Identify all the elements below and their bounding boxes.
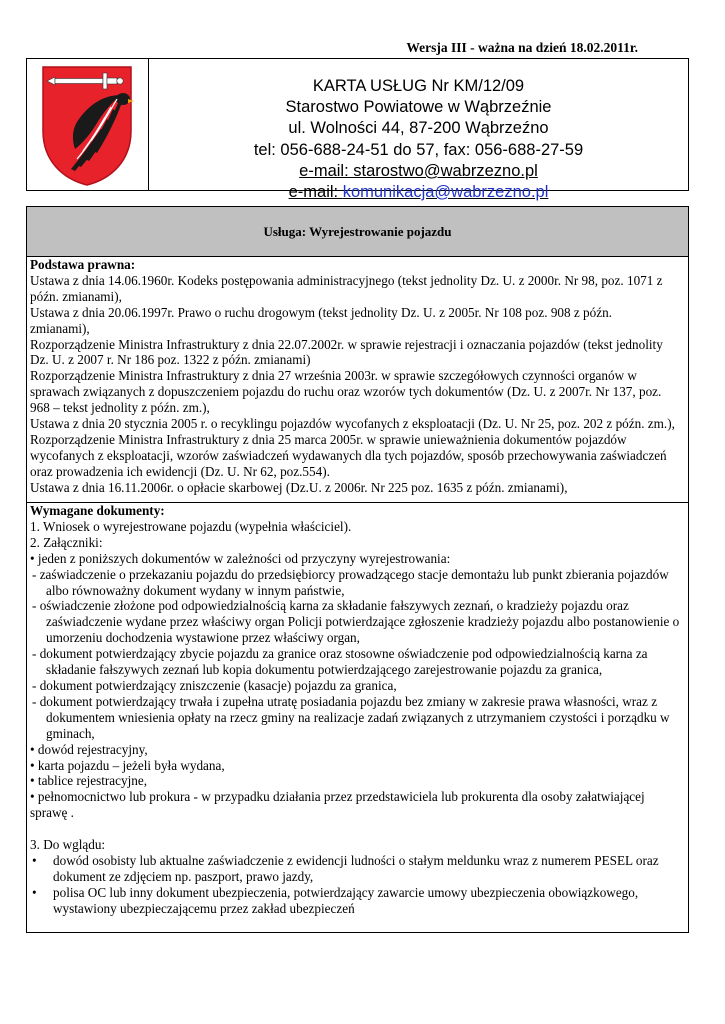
legal-line: Ustawa z dnia 20.06.1997r. Prawo o ruchu drogowym (tekst jednolity Dz. U. z 2005r. Nr 108 poz. 908 z późn. [30, 304, 612, 320]
legal-line: Dz. U. z 2007 r. Nr 186 poz. 1322 z późn. zmianami) [30, 352, 311, 368]
spacer [30, 821, 685, 837]
bullet-item: • karta pojazdu – jeżeli była wydana, [30, 757, 225, 773]
doc-item-attachments: 2. Załączniki: [30, 534, 103, 550]
required-documents-section [30, 503, 685, 917]
email-prefix: e-mail: [288, 183, 343, 202]
logo-cell [27, 59, 149, 190]
reason-document-item: - dokument potwierdzający zniszczenie (kasacje) pojazdu za granica, [32, 677, 397, 693]
required-documents-heading: Wymagane dokumenty: [30, 503, 165, 518]
service-card-number: KARTA USŁUG Nr KM/12/09 [312, 77, 525, 95]
bullet-item: • pełnomocnictwo lub prokura - w przypadku działania przez przedstawiciela lub prokurenta dla osoby załatwiającej sprawę . [30, 789, 645, 821]
version-note: Wersja III - ważna na dzień 18.02.2011r. [406, 40, 638, 55]
office-name: Starostwo Powiatowe w Wąbrzeźnie [285, 98, 552, 117]
office-contact-block [149, 76, 688, 203]
legal-line: Rozporządzenie Ministra Infrastruktury z dnia 27 września 2003r. w sprawie szczegółowych czynności organów w [30, 368, 637, 384]
legal-basis-heading: Podstawa prawna: [30, 257, 136, 272]
bullet-item: • tablice rejestracyjne, [30, 773, 148, 789]
reason-document-item: - dokument potwierdzający trwała i zupełna utratę posiadania pojazdu bez zmiany w zakresie prawa własności, wraz z dokumentem wniesienia opłaty na rzecz gminy na realizacje zadań związanych z utrzymaniem czystości i porządku w gminach, [32, 693, 670, 741]
legal-line: Rozporządzenie Ministra Infrastruktury z dnia 22.07.2002r. w sprawie rejestracji i oznaczania pojazdów (tekst jednolity [30, 336, 663, 352]
legal-line: Rozporządzenie Ministra Infrastruktury z dnia 25 marca 2005r. w sprawie unieważnienia dokumentów pojazdów [30, 431, 627, 447]
reason-document-item: - dokument potwierdzający zbycie pojazdu za granice oraz stosowne oświadczenie pod odpowiedzialnością karna za składanie fałszywych zeznań lub kopia dokumentu potwierdzającego zarejestrowanie pojazdu za granica, [32, 646, 648, 678]
reason-document-item: - oświadczenie złożone pod odpowiedzialnością karna za składanie fałszywych zeznań, o kradzieży pojazdu oraz zaświadczenie wydane przez właściwy organ Policji potwierdzające zgłoszenie kradzieży pojazdu albo postanowienie o umorzeniu dochodzenia wystawione przez właściwy organ, [32, 598, 680, 646]
legal-line: wycofanych z eksploatacji, wzorów zaświadczeń wydawanych dla tych pojazdów, sposób przechowywania zaświadczeń [30, 447, 667, 463]
coat-of-arms-logo [33, 61, 141, 187]
attachments-intro: • jeden z poniższych dokumentów w zależności od przyczyny wyrejestrowania: [30, 550, 451, 566]
email-link-komunikacja[interactable] [289, 183, 549, 201]
bullet-icon: • [32, 853, 37, 869]
doc-item-inspection: 3. Do wglądu: [30, 837, 106, 853]
doc-item-application: 1. Wniosek o wyrejestrowane pojazdu (wypełnia właściciel). [30, 518, 352, 534]
email-link-starostwo[interactable]: e-mail: starostwo@wabrzezno.pl [299, 161, 538, 180]
legal-basis-section [30, 256, 685, 496]
office-phone-fax: tel: 056-688-24-51 do 57, fax: 056-688-27-59 [253, 140, 584, 159]
inspection-item-text: dowód osobisty lub aktualne zaświadczenie z ewidencji ludności o stałym meldunku wraz z numerem PESEL oraz dokument ze zdjęciem np. paszport, prawo jazdy, [53, 853, 659, 884]
legal-line: Ustawa z dnia 16.11.2006r. o opłacie skarbowej (Dz.U. z 2006r. Nr 225 poz. 1635 z późn. zmianami), [30, 479, 568, 495]
bullet-item: • dowód rejestracyjny, [30, 741, 148, 757]
legal-line: zmianami), [30, 320, 90, 336]
header-box [26, 58, 689, 202]
legal-line: sprawach związanych z dopuszczeniem pojazdu do ruchu oraz wzorów tych dokumentów (Dz. U. z 2007r. Nr 137, poz. [30, 384, 662, 400]
legal-line: Ustawa z dnia 20 stycznia 2005 r. o recyklingu pojazdów wycofanych z eksploatacji (Dz. U. Nr 25, poz. 202 z późn. zm.), [30, 416, 675, 432]
legal-line: oraz prowadzenia ich ewidencji (Dz. U. Nr 62, poz.554). [30, 463, 330, 479]
service-title: Usługa: Wyrejestrowanie pojazdu [27, 207, 688, 257]
inspection-item [30, 853, 685, 885]
service-box [26, 206, 689, 933]
legal-line: późn. zmianami), [30, 288, 122, 304]
legal-line: 968 – tekst jednolity z późn. zm.), [30, 400, 210, 416]
legal-line: Ustawa z dnia 14.06.1960r. Kodeks postępowania administracyjnego (tekst jednolity Dz. U. z 2000r. Nr 98, poz. 1071 z [30, 272, 663, 288]
reason-document-item: - zaświadczenie o przekazaniu pojazdu do przedsiębiorcy prowadzącego stacje demontażu lub punkt zbierania pojazdów albo równoważny dokument wydany w innym państwie, [32, 566, 669, 598]
inspection-item [30, 885, 685, 917]
inspection-item-text: polisa OC lub inny dokument ubezpieczenia, potwierdzający zawarcie umowy ubezpieczenia obowiązkowego, wystawiony ubezpieczającemu przez zakład ubezpieczeń [53, 884, 639, 916]
office-address: ul. Wolności 44, 87-200 Wąbrzeźno [288, 119, 549, 138]
email-address: komunikacja@wabrzezno.pl [342, 183, 549, 202]
bullet-icon: • [32, 884, 37, 900]
